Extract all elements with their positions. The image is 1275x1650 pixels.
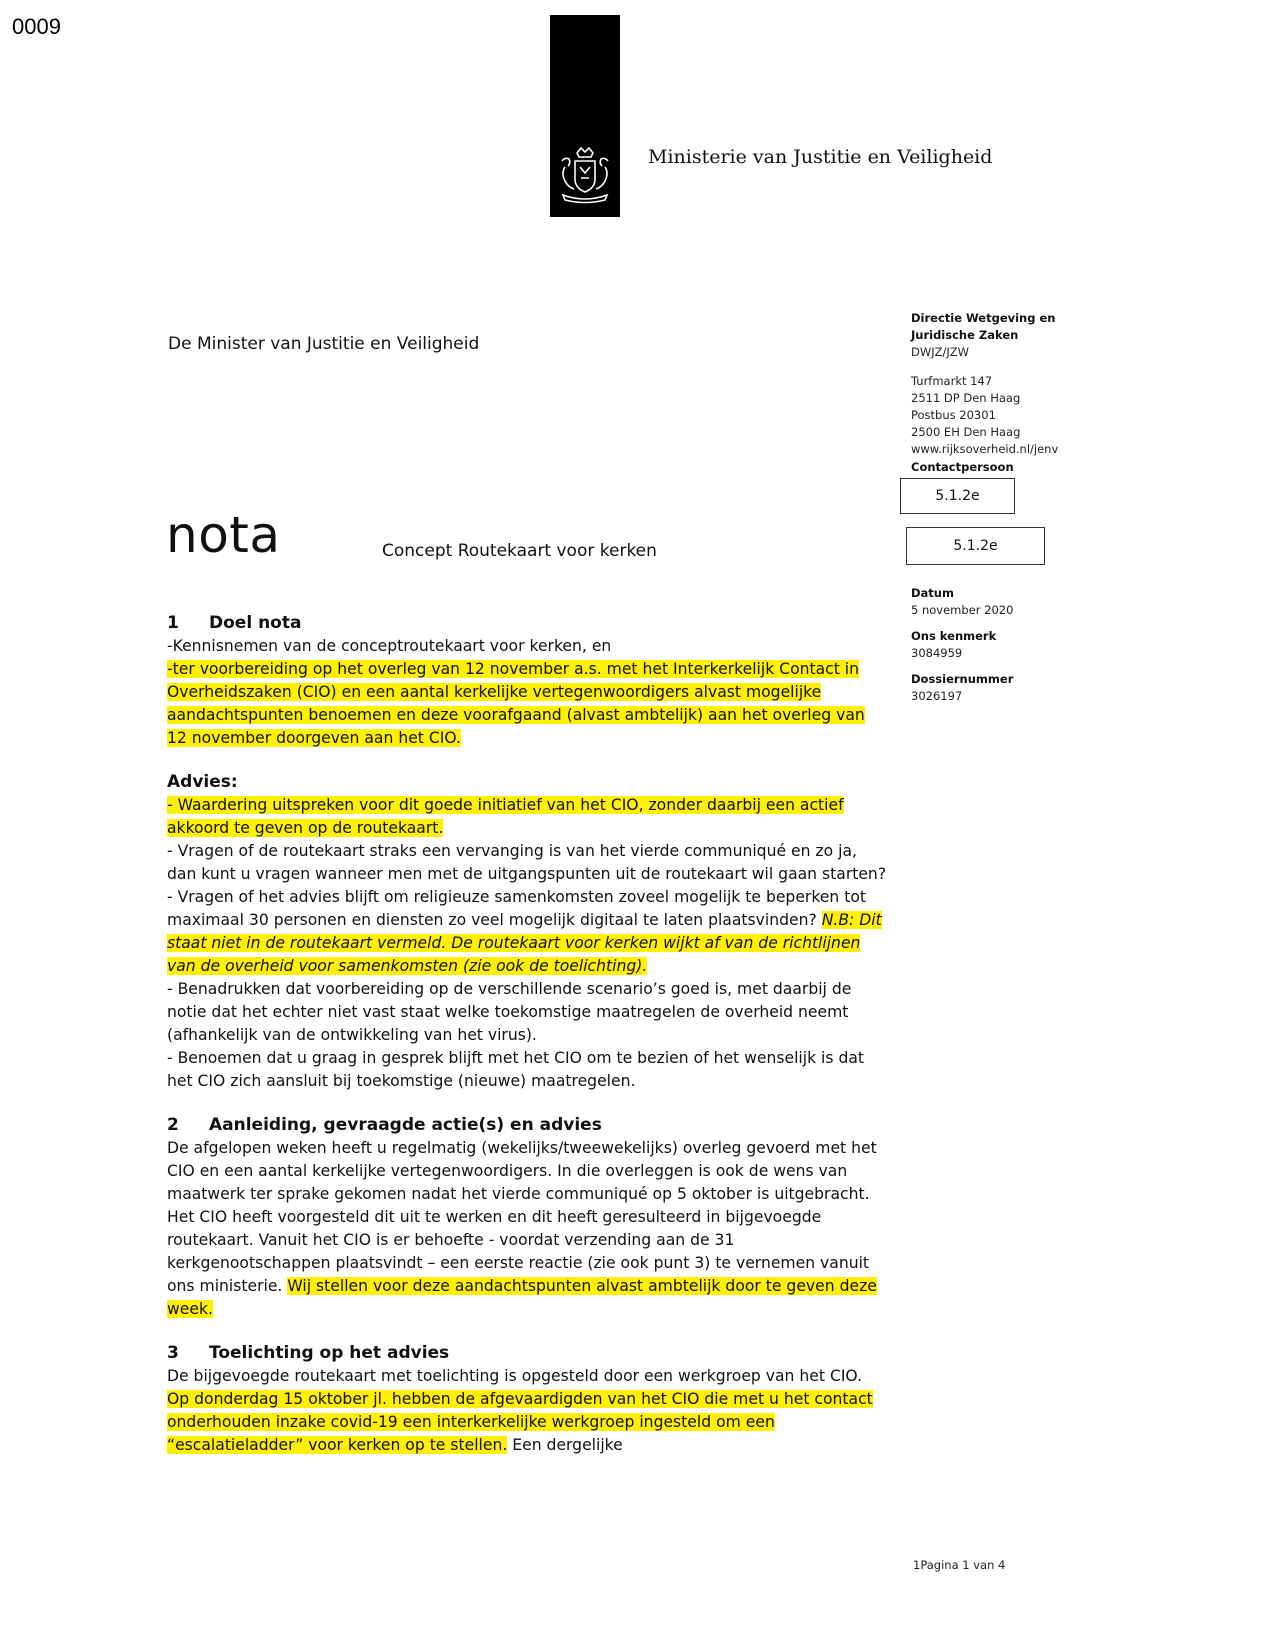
highlighted-text: Op donderdag 15 oktober jl. hebben de afgevaardigden van het CIO die met u het contact onderhouden inzake covid-19 een interkerkelijke werkgroep ingesteld om een “escalatieladder” voor kerken op te stellen.	[167, 1390, 873, 1454]
section-heading: 3 Toelichting op het advies	[167, 1343, 450, 1363]
highlighted-text: -ter voorbereiding op het overleg van 12 november a.s. met het Interkerkelijk Contact in Overheidszaken (CIO) en een aantal kerkelijke vertegenwoordigers alvast mogelijke aandachtspunten benoemen en deze voorafgaand (alvast ambtelijk) aan het overleg van 12 november doorgeven aan het CIO.	[167, 660, 865, 747]
advies-item	[167, 794, 887, 840]
date-label: Datum	[911, 586, 954, 600]
sidebar-date	[911, 585, 1013, 619]
page-footer: 1Pagina 1 van 4	[913, 1558, 1006, 1572]
paragraph	[167, 658, 887, 750]
section-heading: 1 Doel nota	[167, 613, 302, 633]
reference-label: Ons kenmerk	[911, 629, 997, 643]
dept-line2: Juridische Zaken	[911, 328, 1019, 342]
ministry-name: Ministerie van Justitie en Veiligheid	[648, 146, 993, 168]
redaction-box: 5.1.2e	[900, 478, 1015, 514]
coat-of-arms-icon	[557, 145, 613, 205]
redaction-box: 5.1.2e	[906, 527, 1045, 565]
dossier-value: 3026197	[911, 689, 963, 703]
reference-value: 3084959	[911, 646, 963, 660]
subject-line: Concept Routekaart voor kerken	[382, 541, 657, 561]
advies-item: - Benoemen dat u graag in gesprek blijft met het CIO om te bezien of het wenselijk is dat het CIO zich aansluit bij toekomstige (nieuwe) maatregelen.	[167, 1049, 865, 1090]
contact-label: Contactpersoon	[911, 460, 1014, 474]
dossier-label: Dossiernummer	[911, 672, 1014, 686]
website-link[interactable]: www.rijksoverheid.nl/jenv	[911, 442, 1059, 456]
highlighted-text: Wij stellen voor deze aandachtspunten alvast ambtelijk door te geven deze week.	[167, 1277, 877, 1318]
advies-item: - Vragen of de routekaart straks een vervanging is van het vierde communiqué en zo ja, dan kunt u vragen wanneer men met de uitgangspunten uit de routekaart wil gaan starten?	[167, 842, 887, 883]
recipient: De Minister van Justitie en Veiligheid	[168, 334, 480, 354]
paragraph: -Kennisnemen van de conceptroutekaart voor kerken, en	[167, 637, 612, 655]
sidebar-address	[911, 373, 1058, 458]
date-value: 5 november 2020	[911, 603, 1014, 617]
dept-line1: Directie Wetgeving en	[911, 311, 1056, 325]
section-heading: 2 Aanleiding, gevraagde actie(s) en advies	[167, 1115, 602, 1135]
government-logo	[550, 15, 620, 217]
address-line: Turfmarkt 147	[911, 374, 993, 388]
address-line: Postbus 20301	[911, 408, 996, 422]
paragraph: De afgelopen weken heeft u regelmatig (wekelijks/tweewekelijks) overleg gevoerd met het CIO en een aantal kerkelijke vertegenwoordigers. In die overleggen is ook de wens van maatwerk ter sprake gekomen nadat het vierde communiqué op 5 oktober is uitgebracht. Het CIO heeft voorgesteld dit uit te werken en dit heeft geresulteerd in bijgevoegde routekaart. Vanuit het CIO is er behoefte - voordat verzending aan de 31 kerkgenootschappen plaatsvindt – een eerste reactie (zie ook punt 3) te vernemen vanuit ons ministerie. Wij stellen voor deze aandachtspunten alvast ambtelijk door te geven deze week.	[167, 1139, 877, 1318]
advies-item: - Benadrukken dat voorbereiding op de verschillende scenario’s goed is, met daarbij de notie dat het echter niet vast staat welke toekomstige maatregelen de overheid neemt (afhankelijk van de ontwikkeling van het virus).	[167, 980, 852, 1044]
dept-code: DWJZ/JZW	[911, 345, 970, 359]
paragraph: De bijgevoegde routekaart met toelichting is opgesteld door een werkgroep van het CIO. Op donderdag 15 oktober jl. hebben de afgevaardigden van het CIO die met u het contact onderhouden inzake covid-19 een interkerkelijke werkgroep ingesteld om een “escalatieladder” voor kerken op te stellen. Een dergelijke	[167, 1367, 873, 1454]
advies-heading: Advies:	[167, 772, 238, 792]
sidebar-department	[911, 310, 1055, 361]
sidebar-reference	[911, 628, 996, 662]
highlighted-text: - Waardering uitspreken voor dit goede initiatief van het CIO, zonder daarbij een actief akkoord te geven op de routekaart.	[167, 796, 844, 837]
advies-item: - Vragen of het advies blijft om religieuze samenkomsten zoveel mogelijk te beperken tot maximaal 30 personen en diensten zo veel mogelijk digitaal te laten plaatsvinden? N.B: Dit staat niet in de routekaart vermeld. De routekaart voor kerken wijkt af van de richtlijnen van de overheid voor samenkomsten (zie ook de toelichting).	[167, 888, 882, 975]
address-line: 2511 DP Den Haag	[911, 391, 1021, 405]
highlighted-text: N.B: Dit staat niet in de routekaart vermeld. De routekaart voor kerken wijkt af van de richtlijnen van de overheid voor samenkomsten (zie ook de toelichting).	[167, 911, 882, 975]
sidebar-dossier	[911, 671, 1013, 705]
document-body	[167, 612, 887, 1457]
address-line: 2500 EH Den Haag	[911, 425, 1021, 439]
document-type-title: nota	[166, 506, 281, 564]
page-number-label: 0009	[12, 14, 61, 39]
